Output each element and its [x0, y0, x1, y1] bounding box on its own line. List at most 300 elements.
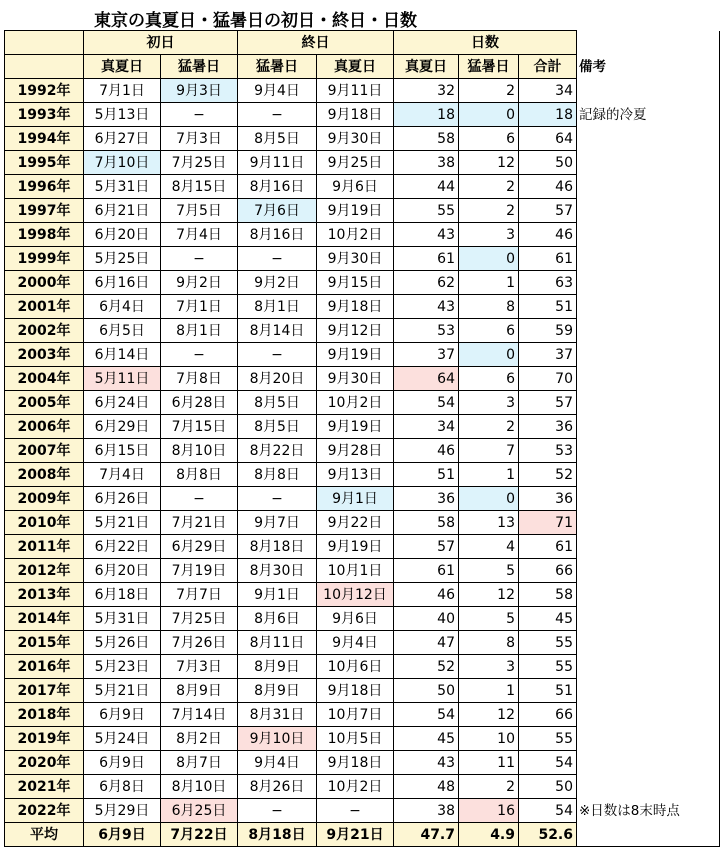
last-manatsu-cell: 9月19日	[317, 199, 394, 223]
total-cell: 51	[519, 679, 577, 703]
days-manatsu-cell: 36	[394, 487, 459, 511]
last-mosho-cell: 9月4日	[238, 79, 317, 103]
last-mosho-cell: 8月9日	[238, 679, 317, 703]
last-mosho-cell: −	[238, 343, 317, 367]
days-manatsu-cell: 37	[394, 343, 459, 367]
year-cell: 2017年	[5, 679, 84, 703]
header-first-mosho: 猛暑日	[161, 55, 238, 79]
table-body	[5, 79, 720, 823]
days-manatsu-cell: 44	[394, 175, 459, 199]
days-mosho-cell: 12	[459, 151, 519, 175]
table-row	[5, 367, 720, 391]
first-manatsu-cell: 6月29日	[84, 415, 161, 439]
table-row	[5, 607, 720, 631]
days-manatsu-cell: 58	[394, 127, 459, 151]
last-mosho-cell: 8月31日	[238, 703, 317, 727]
table-row	[5, 703, 720, 727]
year-cell: 1997年	[5, 199, 84, 223]
total-cell: 50	[519, 775, 577, 799]
days-manatsu-cell: 54	[394, 391, 459, 415]
first-mosho-cell: 7月14日	[161, 703, 238, 727]
last-mosho-cell: 8月5日	[238, 127, 317, 151]
year-cell: 2013年	[5, 583, 84, 607]
table-row	[5, 487, 720, 511]
year-cell: 2001年	[5, 295, 84, 319]
table-row	[5, 103, 720, 127]
days-manatsu-cell: 43	[394, 751, 459, 775]
average-row	[5, 823, 720, 847]
last-manatsu-cell: 9月28日	[317, 439, 394, 463]
note-cell	[577, 511, 720, 535]
first-mosho-cell: 7月21日	[161, 511, 238, 535]
days-manatsu-cell: 46	[394, 439, 459, 463]
total-cell: 58	[519, 583, 577, 607]
days-mosho-cell: 16	[459, 799, 519, 823]
year-cell: 1993年	[5, 103, 84, 127]
last-mosho-cell: 8月5日	[238, 415, 317, 439]
first-manatsu-cell: 5月21日	[84, 679, 161, 703]
last-manatsu-cell: 10月2日	[317, 391, 394, 415]
days-mosho-cell: 10	[459, 727, 519, 751]
total-cell: 55	[519, 631, 577, 655]
table-row	[5, 559, 720, 583]
note-cell	[577, 607, 720, 631]
first-mosho-cell: 7月4日	[161, 223, 238, 247]
first-manatsu-cell: 6月5日	[84, 319, 161, 343]
note-cell	[577, 247, 720, 271]
last-manatsu-cell: 9月12日	[317, 319, 394, 343]
header-group-last: 終日	[238, 31, 394, 55]
table-row	[5, 319, 720, 343]
note-cell	[577, 271, 720, 295]
last-manatsu-cell: 10月6日	[317, 655, 394, 679]
total-cell: 37	[519, 343, 577, 367]
last-manatsu-cell: 9月18日	[317, 103, 394, 127]
last-manatsu-cell: 9月22日	[317, 511, 394, 535]
last-mosho-cell: 9月4日	[238, 751, 317, 775]
note-cell	[577, 583, 720, 607]
first-mosho-cell: 7月26日	[161, 631, 238, 655]
first-manatsu-cell: 6月9日	[84, 751, 161, 775]
table-row	[5, 175, 720, 199]
last-mosho-cell: 9月10日	[238, 727, 317, 751]
days-manatsu-cell: 61	[394, 247, 459, 271]
year-cell: 2014年	[5, 607, 84, 631]
last-manatsu-cell: 10月5日	[317, 727, 394, 751]
avg-total: 52.6	[519, 823, 577, 847]
header-last-mosho: 猛暑日	[238, 55, 317, 79]
first-manatsu-cell: 6月16日	[84, 271, 161, 295]
last-mosho-cell: 7月6日	[238, 199, 317, 223]
table-row	[5, 655, 720, 679]
total-cell: 34	[519, 79, 577, 103]
days-mosho-cell: 8	[459, 631, 519, 655]
days-mosho-cell: 5	[459, 607, 519, 631]
first-mosho-cell: 9月3日	[161, 79, 238, 103]
year-cell: 2006年	[5, 415, 84, 439]
last-manatsu-cell: 9月15日	[317, 271, 394, 295]
first-manatsu-cell: 6月8日	[84, 775, 161, 799]
year-cell: 2016年	[5, 655, 84, 679]
year-cell: 2000年	[5, 271, 84, 295]
last-manatsu-cell: 9月13日	[317, 463, 394, 487]
first-manatsu-cell: 6月20日	[84, 223, 161, 247]
first-mosho-cell: 8月1日	[161, 319, 238, 343]
last-manatsu-cell: 10月2日	[317, 775, 394, 799]
total-cell: 63	[519, 271, 577, 295]
last-manatsu-cell: 9月19日	[317, 415, 394, 439]
last-manatsu-cell: 9月6日	[317, 607, 394, 631]
note-cell	[577, 535, 720, 559]
total-cell: 51	[519, 295, 577, 319]
days-mosho-cell: 3	[459, 391, 519, 415]
table-row	[5, 799, 720, 823]
average-label: 平均	[5, 823, 84, 847]
last-manatsu-cell: 10月1日	[317, 559, 394, 583]
first-manatsu-cell: 5月11日	[84, 367, 161, 391]
days-manatsu-cell: 58	[394, 511, 459, 535]
header-row-columns	[5, 55, 720, 79]
last-mosho-cell: 9月11日	[238, 151, 317, 175]
total-cell: 50	[519, 151, 577, 175]
total-cell: 53	[519, 439, 577, 463]
last-mosho-cell: −	[238, 103, 317, 127]
year-cell: 2021年	[5, 775, 84, 799]
avg-days-mosho: 4.9	[459, 823, 519, 847]
year-cell: 2018年	[5, 703, 84, 727]
last-mosho-cell: 8月6日	[238, 607, 317, 631]
note-cell	[577, 487, 720, 511]
note-cell	[577, 559, 720, 583]
note-cell	[577, 295, 720, 319]
note-cell	[577, 463, 720, 487]
year-cell: 2019年	[5, 727, 84, 751]
header-first-manatsu: 真夏日	[84, 55, 161, 79]
last-mosho-cell: 8月22日	[238, 439, 317, 463]
avg-first-mosho: 7月22日	[161, 823, 238, 847]
first-mosho-cell: −	[161, 487, 238, 511]
table-row	[5, 535, 720, 559]
days-manatsu-cell: 47	[394, 631, 459, 655]
note-cell	[577, 127, 720, 151]
last-manatsu-cell: 9月18日	[317, 295, 394, 319]
days-mosho-cell: 12	[459, 703, 519, 727]
days-manatsu-cell: 34	[394, 415, 459, 439]
first-mosho-cell: −	[161, 103, 238, 127]
days-mosho-cell: 8	[459, 295, 519, 319]
days-mosho-cell: 3	[459, 655, 519, 679]
avg-days-manatsu: 47.7	[394, 823, 459, 847]
first-manatsu-cell: 5月25日	[84, 247, 161, 271]
last-mosho-cell: −	[238, 247, 317, 271]
first-manatsu-cell: 5月24日	[84, 727, 161, 751]
table-row	[5, 631, 720, 655]
table-row	[5, 391, 720, 415]
table-row	[5, 679, 720, 703]
days-mosho-cell: 1	[459, 679, 519, 703]
first-manatsu-cell: 6月22日	[84, 535, 161, 559]
header-group-first: 初日	[84, 31, 238, 55]
note-cell	[577, 391, 720, 415]
first-mosho-cell: 7月25日	[161, 607, 238, 631]
last-manatsu-cell: 9月25日	[317, 151, 394, 175]
first-manatsu-cell: 5月23日	[84, 655, 161, 679]
year-cell: 2011年	[5, 535, 84, 559]
last-mosho-cell: −	[238, 487, 317, 511]
header-remarks: 備考	[577, 55, 720, 79]
table-row	[5, 463, 720, 487]
last-manatsu-cell: 9月1日	[317, 487, 394, 511]
total-cell: 59	[519, 319, 577, 343]
total-cell: 54	[519, 799, 577, 823]
last-manatsu-cell: 9月19日	[317, 535, 394, 559]
last-mosho-cell: 8月30日	[238, 559, 317, 583]
first-manatsu-cell: 6月18日	[84, 583, 161, 607]
year-cell: 2022年	[5, 799, 84, 823]
page-title: 東京の真夏日・猛暑日の初日・終日・日数	[94, 11, 417, 31]
days-mosho-cell: 12	[459, 583, 519, 607]
first-mosho-cell: 8月10日	[161, 439, 238, 463]
table-row	[5, 79, 720, 103]
last-mosho-cell: 8月1日	[238, 295, 317, 319]
first-manatsu-cell: 5月29日	[84, 799, 161, 823]
days-manatsu-cell: 46	[394, 583, 459, 607]
year-cell: 1995年	[5, 151, 84, 175]
days-mosho-cell: 7	[459, 439, 519, 463]
table-row	[5, 247, 720, 271]
table-row	[5, 439, 720, 463]
last-manatsu-cell: 9月18日	[317, 751, 394, 775]
days-manatsu-cell: 48	[394, 775, 459, 799]
days-mosho-cell: 2	[459, 775, 519, 799]
total-cell: 46	[519, 223, 577, 247]
first-manatsu-cell: 5月31日	[84, 607, 161, 631]
first-manatsu-cell: 6月27日	[84, 127, 161, 151]
last-manatsu-cell: 9月19日	[317, 343, 394, 367]
first-mosho-cell: 8月7日	[161, 751, 238, 775]
year-cell: 1998年	[5, 223, 84, 247]
total-cell: 64	[519, 127, 577, 151]
year-cell: 2007年	[5, 439, 84, 463]
last-manatsu-cell: 10月2日	[317, 223, 394, 247]
days-mosho-cell: 6	[459, 127, 519, 151]
first-mosho-cell: 7月1日	[161, 295, 238, 319]
days-manatsu-cell: 40	[394, 607, 459, 631]
first-mosho-cell: 6月29日	[161, 535, 238, 559]
year-cell: 1994年	[5, 127, 84, 151]
days-manatsu-cell: 45	[394, 727, 459, 751]
total-cell: 36	[519, 487, 577, 511]
first-manatsu-cell: 5月26日	[84, 631, 161, 655]
last-mosho-cell: 9月7日	[238, 511, 317, 535]
last-manatsu-cell: 9月30日	[317, 247, 394, 271]
note-cell	[577, 631, 720, 655]
table-row	[5, 343, 720, 367]
note-cell	[577, 151, 720, 175]
header-total: 合計	[519, 55, 577, 79]
days-mosho-cell: 0	[459, 487, 519, 511]
year-cell: 2005年	[5, 391, 84, 415]
last-manatsu-cell: −	[317, 799, 394, 823]
first-mosho-cell: 8月15日	[161, 175, 238, 199]
days-manatsu-cell: 43	[394, 295, 459, 319]
first-manatsu-cell: 6月15日	[84, 439, 161, 463]
last-mosho-cell: 9月2日	[238, 271, 317, 295]
total-cell: 46	[519, 175, 577, 199]
note-cell	[577, 199, 720, 223]
note-cell	[577, 655, 720, 679]
last-mosho-cell: 8月26日	[238, 775, 317, 799]
days-mosho-cell: 13	[459, 511, 519, 535]
note-cell	[577, 175, 720, 199]
days-manatsu-cell: 62	[394, 271, 459, 295]
days-manatsu-cell: 64	[394, 367, 459, 391]
days-mosho-cell: 2	[459, 415, 519, 439]
last-manatsu-cell: 9月4日	[317, 631, 394, 655]
first-manatsu-cell: 6月21日	[84, 199, 161, 223]
days-manatsu-cell: 43	[394, 223, 459, 247]
last-mosho-cell: 8月14日	[238, 319, 317, 343]
days-manatsu-cell: 32	[394, 79, 459, 103]
last-manatsu-cell: 10月7日	[317, 703, 394, 727]
first-mosho-cell: 7月25日	[161, 151, 238, 175]
first-manatsu-cell: 6月26日	[84, 487, 161, 511]
table-row	[5, 775, 720, 799]
first-mosho-cell: 9月2日	[161, 271, 238, 295]
days-manatsu-cell: 18	[394, 103, 459, 127]
first-mosho-cell: 6月28日	[161, 391, 238, 415]
header-blank-2	[5, 55, 84, 79]
note-cell	[577, 775, 720, 799]
table-row	[5, 223, 720, 247]
first-manatsu-cell: 6月20日	[84, 559, 161, 583]
last-manatsu-cell: 10月12日	[317, 583, 394, 607]
first-mosho-cell: 7月5日	[161, 199, 238, 223]
first-manatsu-cell: 7月4日	[84, 463, 161, 487]
days-mosho-cell: 4	[459, 535, 519, 559]
first-mosho-cell: 7月15日	[161, 415, 238, 439]
heat-days-table	[4, 30, 720, 847]
year-cell: 1996年	[5, 175, 84, 199]
last-mosho-cell: 8月16日	[238, 175, 317, 199]
first-mosho-cell: −	[161, 343, 238, 367]
year-cell: 2012年	[5, 559, 84, 583]
last-mosho-cell: 8月8日	[238, 463, 317, 487]
last-mosho-cell: 8月11日	[238, 631, 317, 655]
last-manatsu-cell: 9月11日	[317, 79, 394, 103]
year-cell: 2015年	[5, 631, 84, 655]
last-mosho-cell: 8月20日	[238, 367, 317, 391]
first-manatsu-cell: 5月13日	[84, 103, 161, 127]
first-mosho-cell: 8月10日	[161, 775, 238, 799]
days-mosho-cell: 1	[459, 463, 519, 487]
header-days-mosho: 猛暑日	[459, 55, 519, 79]
days-manatsu-cell: 55	[394, 199, 459, 223]
table-row	[5, 271, 720, 295]
table-row	[5, 199, 720, 223]
first-manatsu-cell: 7月10日	[84, 151, 161, 175]
total-cell: 70	[519, 367, 577, 391]
year-cell: 2002年	[5, 319, 84, 343]
first-mosho-cell: 8月9日	[161, 679, 238, 703]
first-mosho-cell: −	[161, 247, 238, 271]
last-mosho-cell: −	[238, 799, 317, 823]
avg-last-manatsu: 9月21日	[317, 823, 394, 847]
days-manatsu-cell: 52	[394, 655, 459, 679]
total-cell: 57	[519, 199, 577, 223]
first-mosho-cell: 7月7日	[161, 583, 238, 607]
first-mosho-cell: 8月8日	[161, 463, 238, 487]
year-cell: 2004年	[5, 367, 84, 391]
days-manatsu-cell: 61	[394, 559, 459, 583]
first-mosho-cell: 7月3日	[161, 655, 238, 679]
note-cell	[577, 367, 720, 391]
days-mosho-cell: 0	[459, 343, 519, 367]
total-cell: 66	[519, 703, 577, 727]
note-cell	[577, 79, 720, 103]
days-mosho-cell: 2	[459, 199, 519, 223]
days-mosho-cell: 11	[459, 751, 519, 775]
note-cell	[577, 439, 720, 463]
table-row	[5, 583, 720, 607]
note-cell	[577, 343, 720, 367]
total-cell: 66	[519, 559, 577, 583]
first-manatsu-cell: 6月9日	[84, 703, 161, 727]
days-mosho-cell: 2	[459, 79, 519, 103]
header-days-manatsu: 真夏日	[394, 55, 459, 79]
first-manatsu-cell: 5月21日	[84, 511, 161, 535]
days-manatsu-cell: 51	[394, 463, 459, 487]
total-cell: 54	[519, 751, 577, 775]
year-cell: 2010年	[5, 511, 84, 535]
first-mosho-cell: 7月8日	[161, 367, 238, 391]
note-cell: ※日数は8末時点	[577, 799, 720, 823]
first-manatsu-cell: 7月1日	[84, 79, 161, 103]
total-cell: 45	[519, 607, 577, 631]
days-mosho-cell: 5	[459, 559, 519, 583]
days-manatsu-cell: 54	[394, 703, 459, 727]
total-cell: 18	[519, 103, 577, 127]
year-cell: 1999年	[5, 247, 84, 271]
first-manatsu-cell: 6月4日	[84, 295, 161, 319]
first-mosho-cell: 7月3日	[161, 127, 238, 151]
note-cell	[577, 319, 720, 343]
total-cell: 61	[519, 247, 577, 271]
last-manatsu-cell: 9月30日	[317, 127, 394, 151]
avg-last-mosho: 8月18日	[238, 823, 317, 847]
total-cell: 52	[519, 463, 577, 487]
first-manatsu-cell: 6月24日	[84, 391, 161, 415]
last-manatsu-cell: 9月18日	[317, 679, 394, 703]
note-cell	[577, 703, 720, 727]
note-cell	[577, 223, 720, 247]
year-cell: 2009年	[5, 487, 84, 511]
days-manatsu-cell: 50	[394, 679, 459, 703]
header-blank	[5, 31, 84, 55]
note-cell	[577, 751, 720, 775]
days-manatsu-cell: 38	[394, 799, 459, 823]
total-cell: 57	[519, 391, 577, 415]
days-mosho-cell: 1	[459, 271, 519, 295]
table-row	[5, 511, 720, 535]
header-note-blank	[577, 31, 720, 55]
days-mosho-cell: 6	[459, 367, 519, 391]
total-cell: 55	[519, 655, 577, 679]
first-mosho-cell: 8月2日	[161, 727, 238, 751]
total-cell: 71	[519, 511, 577, 535]
last-mosho-cell: 8月5日	[238, 391, 317, 415]
note-cell	[577, 415, 720, 439]
